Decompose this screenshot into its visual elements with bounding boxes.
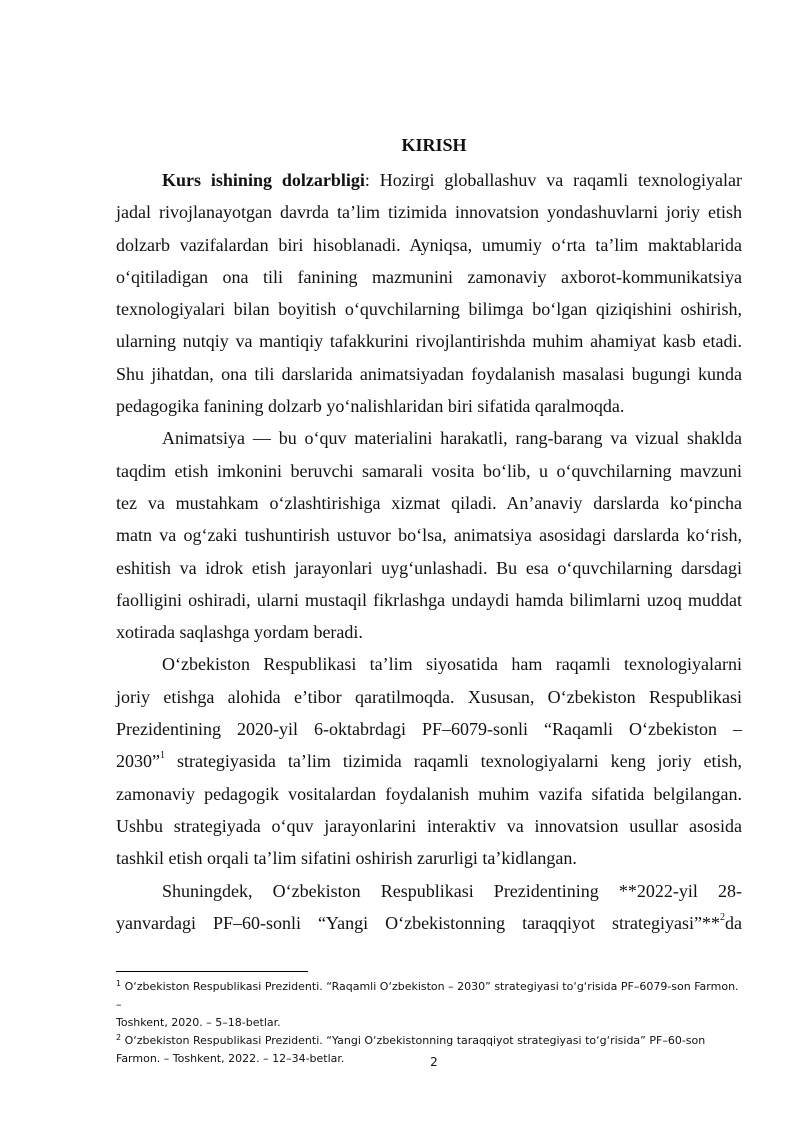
paragraph-line: faolligini oshiradi, ularni mustaqil fikrlashga undaydi hamda bilimlarni uzoq muddat <box>116 589 742 610</box>
bold-lead: Kurs ishining dolzarbligi <box>162 170 365 190</box>
footnote-1-cont: Toshkent, 2020. – 5–18-betlar. <box>116 1016 281 1029</box>
section-heading: KIRISH <box>401 135 467 155</box>
paragraph-line: Ushbu strategiyada o‘quv jarayonlarini interaktiv va innovatsion usullar asosida <box>116 815 742 836</box>
paragraph-line: xotirada saqlashga yordam beradi. <box>116 622 363 643</box>
paragraph-line: matn va og‘zaki tushuntirish ustuvor bo‘lsa, animatsiya asosidagi darslarda ko‘rish, <box>116 525 742 546</box>
paragraph-line: jadal rivojlanayotgan davrda ta’lim tizimida innovatsion yondashuvlarni joriy etish <box>116 202 742 223</box>
body-text <box>116 164 742 939</box>
footnote-1: $^1$ O‘zbekiston Respublikasi Prezidenti. “Raqamli O‘zbekiston – 2030” strategiyasi to‘g‘risida PF–6079-son Farmon. – <box>116 979 739 1011</box>
paragraph-line: ularning nutqiy va mantiqiy tafakkurini rivojlantirishda muhim ahamiyat kasb etadi. <box>116 331 742 352</box>
paragraph-line: pedagogika fanining dolzarb yo‘nalishlaridan biri sifatida qaralmoqda. <box>116 396 625 417</box>
paragraph-line: zamonaviy pedagogik vositalardan foydalanish muhim vazifa sifatida belgilangan. <box>116 783 742 804</box>
paragraph-line: tez va mustahkam o‘zlashtirishiga xizmat qiladi. An’anaviy darslarda ko‘pincha <box>116 492 742 513</box>
paragraph-line: eshitish va idrok etish jarayonlari uyg‘unlashadi. Bu esa o‘quvchilarning darsdagi <box>116 557 742 578</box>
paragraph-line: tashkil etish orqali ta’lim sifatini oshirish zarurligi ta’kidlangan. <box>116 848 577 869</box>
paragraph-line: Animatsiya — bu o‘quv materialini harakatli, rang-barang va vizual shaklda <box>162 428 742 449</box>
paragraph-line: 2030”$^1$ strategiyasida ta’lim tizimida raqamli texnologiyalarni keng joriy etish, <box>116 750 742 772</box>
paragraph-line: texnologiyalari bilan boyitish o‘quvchilarning bilimga bo‘lgan qiziqishini oshirish, <box>116 299 742 320</box>
paragraph-line: yanvardagi PF–60-sonli “Yangi O‘zbekistonning taraqqiyot strategiyasi”**$^2$da <box>116 911 742 933</box>
paragraph-line: Shu jihatdan, ona tili darslarida animatsiyadan foydalanish masalasi bugungi kunda <box>116 363 742 384</box>
paragraph-line: joriy etishga alohida e’tibor qaratilmoqda. Xususan, O‘zbekiston Respublikasi <box>116 686 742 707</box>
footnote-ref-2[interactable]: 2 <box>720 911 725 923</box>
footnote-2-cont: Farmon. – Toshkent, 2022. – 12–34-betlar. <box>116 1052 345 1065</box>
footnote-2: $^2$ O‘zbekiston Respublikasi Prezidenti. “Yangi O‘zbekistonning taraqqiyot strategiyasi to‘g‘risida” PF–60-son <box>116 1033 706 1047</box>
paragraph-line: Kurs ishining dolzarbligi: Hozirgi globallashuv va raqamli texnologiyalar <box>162 170 742 190</box>
page-number: 2 <box>430 1055 438 1069</box>
paragraph-line: o‘qitiladigan ona tili fanining mazmunini zamonaviy axborot-kommunikatsiya <box>116 266 742 287</box>
footnote-ref-1[interactable]: 1 <box>160 750 165 762</box>
footnote-separator <box>116 971 308 972</box>
paragraph-line: dolzarb vazifalardan biri hisoblanadi. Ayniqsa, umumiy o‘rta ta’lim maktablarida <box>116 234 742 255</box>
paragraph-line: taqdim etish imkonini beruvchi samarali vosita bo‘lib, u o‘quvchilarning mavzuni <box>116 460 742 481</box>
paragraph-line: Shuningdek, O‘zbekiston Respublikasi Prezidentining **2022-yil 28- <box>162 880 742 901</box>
paragraph-line: O‘zbekiston Respublikasi ta’lim siyosatida ham raqamli texnologiyalarni <box>162 654 742 675</box>
paragraph-line: Prezidentining 2020-yil 6-oktabrdagi PF–6079-sonli “Raqamli O‘zbekiston – <box>116 719 742 740</box>
